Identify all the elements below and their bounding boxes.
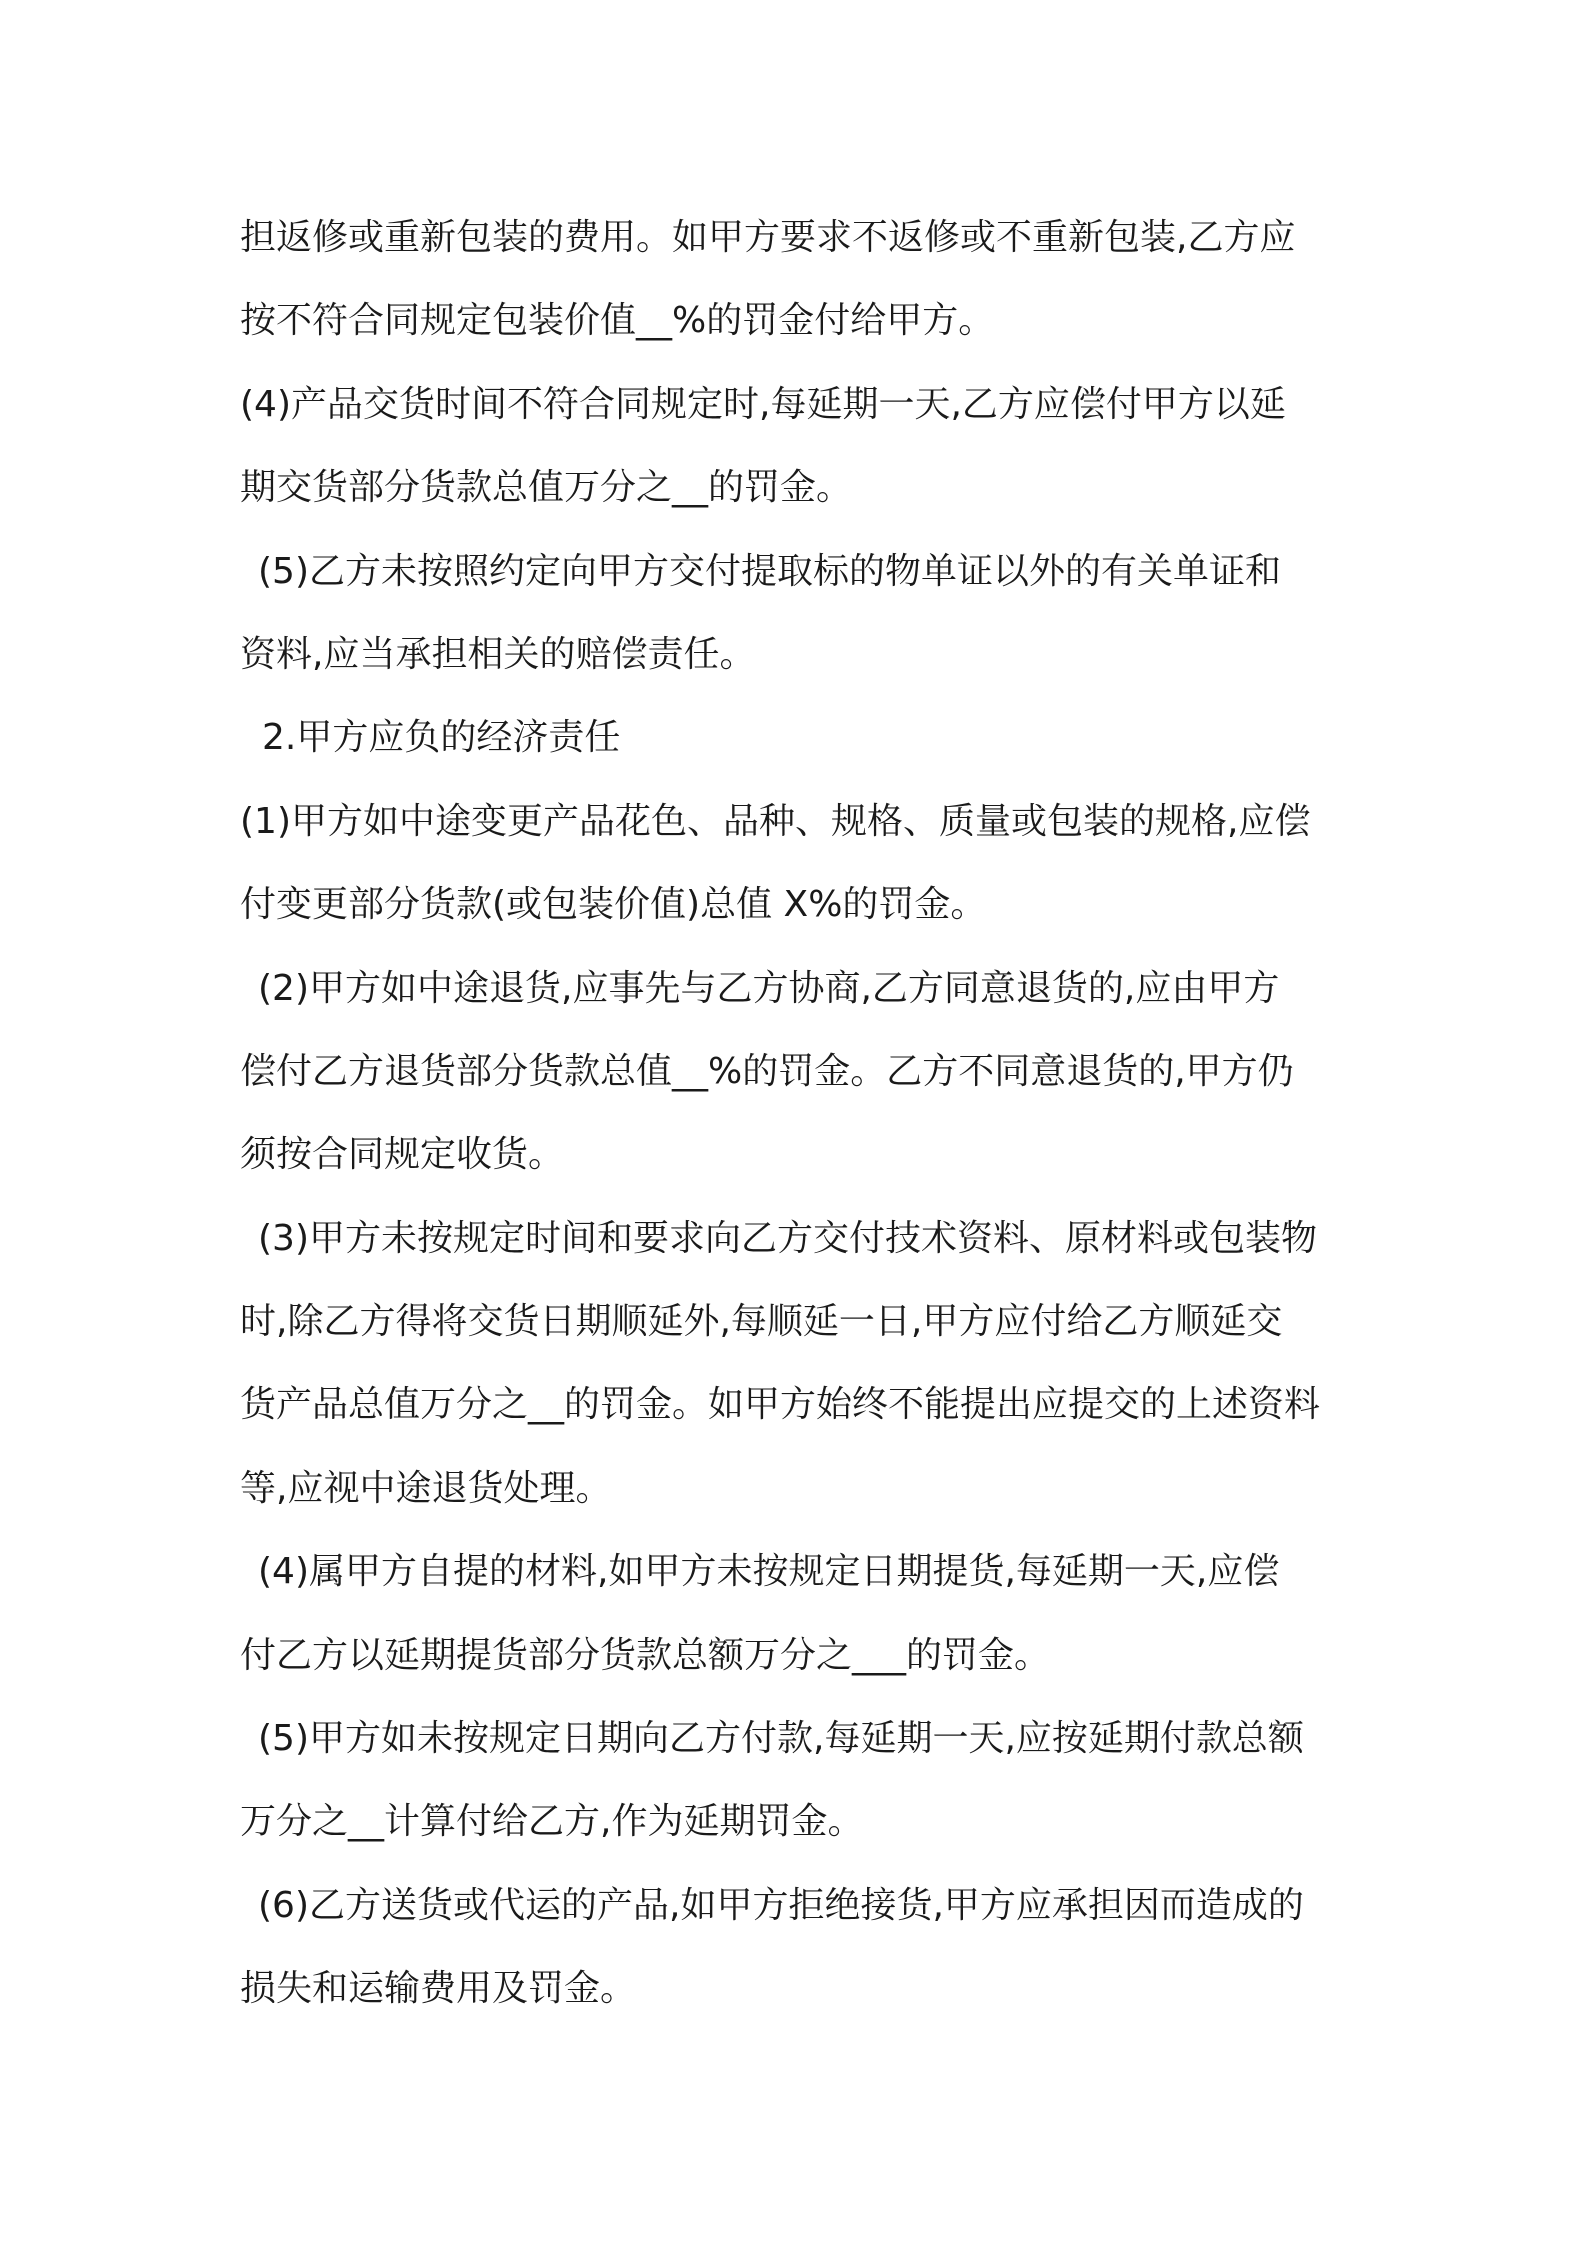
- text-line: 付乙方以延期提货部分货款总额万分之___的罚金。: [240, 1634, 1051, 1676]
- text-line: (5)甲方如未按规定日期向乙方付款,每延期一天,应按延期付款总额: [258, 1718, 1304, 1760]
- text-line: (6)乙方送货或代运的产品,如甲方拒绝接货,甲方应承担因而造成的: [258, 1884, 1304, 1926]
- text-line: (1)甲方如中途变更产品花色、品种、规格、质量或包装的规格,应偿: [240, 800, 1311, 842]
- text-line: 偿付乙方退货部分货款总值__%的罚金。乙方不同意退货的,甲方仍: [240, 1050, 1294, 1092]
- text-line: (5)乙方未按照约定向甲方交付提取标的物单证以外的有关单证和: [258, 550, 1281, 592]
- text-line: 等,应视中途退货处理。: [240, 1467, 612, 1509]
- text-line: 按不符合同规定包装价值__%的罚金付给甲方。: [240, 300, 995, 342]
- text-line: (2)甲方如中途退货,应事先与乙方协商,乙方同意退货的,应由甲方: [258, 967, 1280, 1009]
- text-line: 付变更部分货款(或包装价值)总值 X%的罚金。: [240, 884, 987, 926]
- text-line: 时,除乙方得将交货日期顺延外,每顺延一日,甲方应付给乙方顺延交: [240, 1301, 1283, 1343]
- section-heading: 2.甲方应负的经济责任: [262, 717, 621, 759]
- text-line: 损失和运输费用及罚金。: [240, 1968, 637, 2010]
- text-line: 担返修或重新包装的费用。如甲方要求不返修或不重新包装,乙方应: [240, 217, 1296, 258]
- text-line: (3)甲方未按规定时间和要求向乙方交付技术资料、原材料或包装物: [258, 1217, 1317, 1259]
- text-line: 须按合同规定收货。: [240, 1134, 565, 1176]
- document-body: [240, 196, 1360, 2031]
- text-line: 货产品总值万分之__的罚金。如甲方始终不能提出应提交的上述资料: [240, 1384, 1321, 1426]
- text-line: (4)产品交货时间不符合同规定时,每延期一天,乙方应偿付甲方以延: [240, 383, 1286, 425]
- text-line: 期交货部分货款总值万分之__的罚金。: [240, 467, 853, 509]
- text-line: 万分之__计算付给乙方,作为延期罚金。: [240, 1801, 864, 1843]
- text-line: 资料,应当承担相关的赔偿责任。: [240, 633, 756, 675]
- text-line: (4)属甲方自提的材料,如甲方未按规定日期提货,每延期一天,应偿: [258, 1551, 1280, 1593]
